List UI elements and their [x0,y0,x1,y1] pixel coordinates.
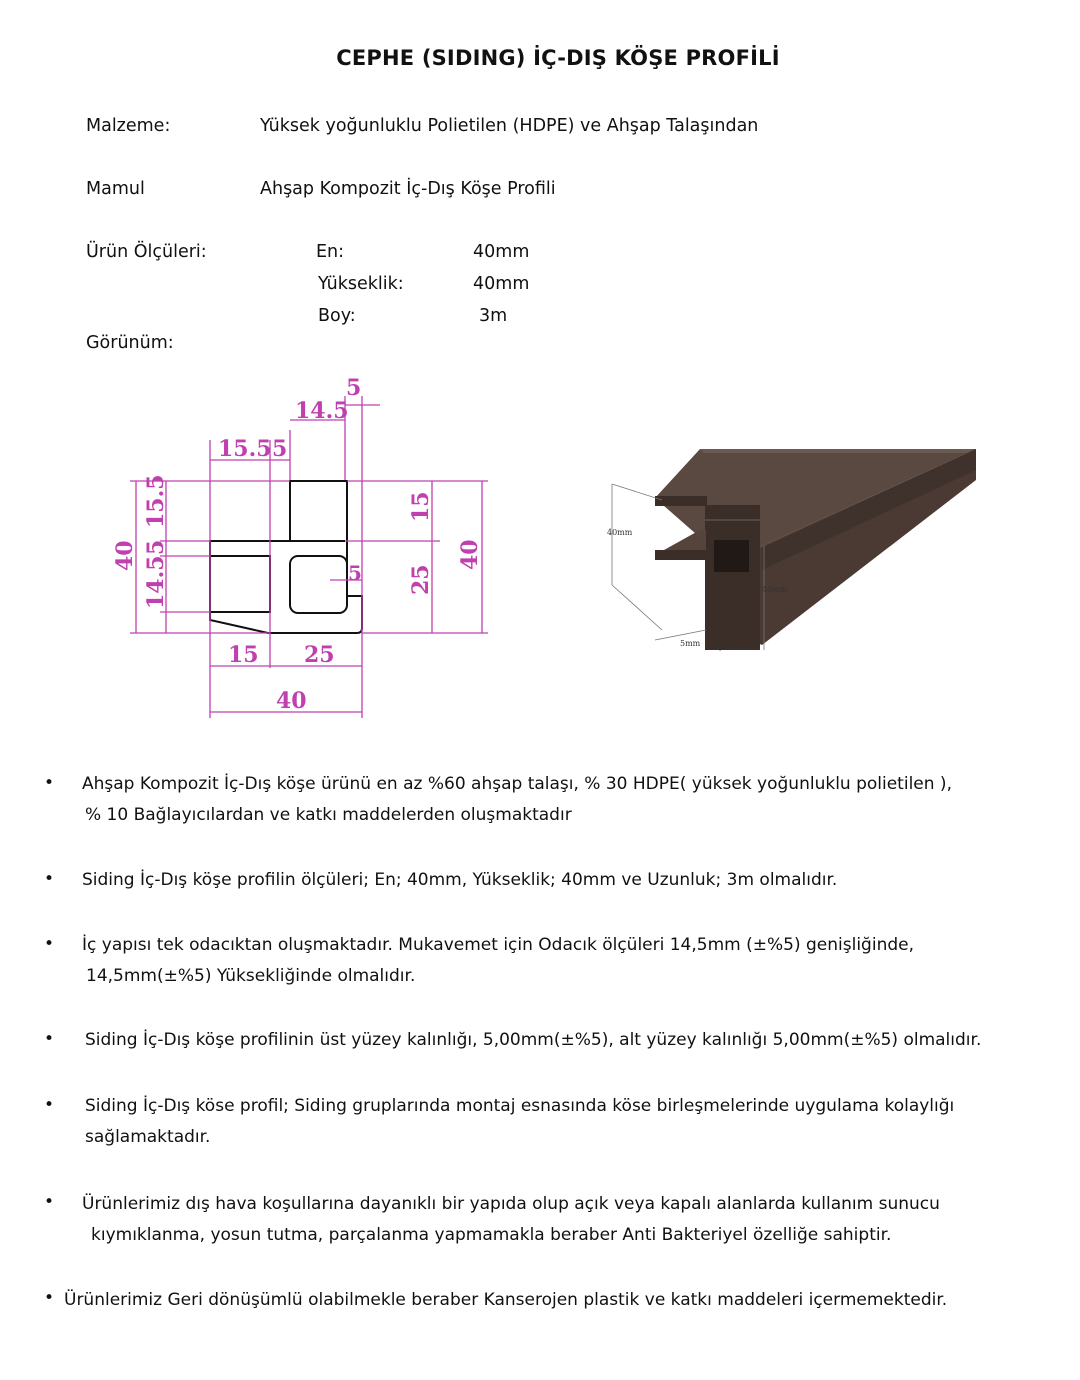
dim-label-left-5: 5 [143,539,169,555]
bullet-marker: • [44,1029,55,1049]
dim-label-top-5: 5 [346,375,362,401]
dim-label-left-40: 40 [112,540,138,571]
list-item-line: sağlamaktadır. [85,1127,211,1147]
page-title: CEPHE (SIDING) İÇ-DIŞ KÖŞE PROFİLİ [336,46,780,70]
list-item-line: 14,5mm(±%5) Yüksekliğinde olmalıdır. [86,966,416,986]
dim-label-bottom-40: 40 [276,688,307,714]
product-label: Mamul [86,179,145,199]
dim-label-bottom-25: 25 [304,642,335,668]
material-value: Yüksek yoğunluklu Polietilen (HDPE) ve Ahşap Talaşından [260,116,759,136]
bullet-marker: • [44,1288,55,1308]
dim-label-inner-5: 5 [348,561,362,585]
product-photo [600,445,980,655]
list-item [82,769,952,831]
bullet-marker: • [44,934,55,954]
profile-chamber [290,556,347,613]
list-item-line: Siding İç-Dış köse profil; Siding gruplarında montaj esnasında köse birleşmelerinde uygulama kolaylığı [85,1096,955,1116]
photo-label-bottom-a: 5mm [680,639,701,648]
list-item-line: Siding İç-Dış köşe profilin ölçüleri; En; 40mm, Yükseklik; 40mm ve Uzunluk; 3m olmalıdır. [82,870,838,890]
list-item-line: Ürünlerimiz dış hava koşullarına dayanıklı bir yapıda olup açık veya kapalı alanlarda kullanım sunucu [82,1194,940,1214]
dim-label-mid-5: 5 [272,436,288,462]
photo-label-top: 40mm [722,507,748,516]
list-item-line: % 10 Bağlayıcılardan ve katkı maddelerden oluşmaktadır [85,805,572,825]
dim-label-right-40: 40 [457,539,483,570]
list-item-line: kıymıklanma, yosun tutma, parçalanma yapmamakla beraber Anti Bakteriyel özelliğe sahiptir. [91,1225,892,1245]
dim-label-top-14-5: 14.5 [295,398,349,424]
profile-end-face [705,505,760,650]
list-item-line: Ahşap Kompozit İç-Dış köşe ürünü en az %60 ahşap talaşı, % 30 HDPE( yüksek yoğunluklu polietilen ), [82,774,952,794]
dimensions-label: Ürün Ölçüleri: [86,242,207,262]
list-item [64,1285,947,1316]
bullet-marker: • [44,1095,55,1115]
dim-name-height: Yükseklik: [318,274,404,294]
material-label: Malzeme: [86,116,171,136]
list-item [85,1025,981,1056]
list-item-line: Ürünlerimiz Geri dönüşümlü olabilmekle beraber Kanserojen plastik ve katkı maddeleri içermemektedir. [64,1290,948,1310]
photo-label-right: 40mm [762,585,788,594]
dim-label-top-15-5: 15.5 [218,436,272,462]
dim-label-bottom-15: 15 [228,642,259,668]
product-value: Ahşap Kompozit İç-Dış Köşe Profili [260,179,556,199]
list-item-line: Siding İç-Dış köşe profilinin üst yüzey kalınlığı, 5,00mm(±%5), alt yüzey kalınlığı 5,00mm(±%5) olmalıdır. [85,1030,982,1050]
dim-value-length: 3m [479,306,508,326]
list-item [82,930,914,992]
dim-name-length: Boy: [318,306,356,326]
photo-label-left: 40mm [607,528,633,537]
list-item-line: İç yapısı tek odacıktan oluşmaktadır. Mukavemet için Odacık ölçüleri 14,5mm (±%5) genişliğinde, [82,935,914,955]
profile-chamber-hole [714,540,749,572]
dim-value-height: 40mm [473,274,530,294]
bullet-marker: • [44,1192,55,1212]
dim-label-right-25: 25 [408,564,434,595]
list-item [82,865,837,896]
bullet-marker: • [44,773,55,793]
dim-value-width: 40mm [473,242,530,262]
dim-label-right-15: 15 [408,491,434,522]
bullet-marker: • [44,869,55,889]
dim-label-left-15-5: 15.5 [143,474,169,528]
view-label: Görünüm: [86,333,174,353]
list-item [82,1189,940,1251]
dim-name-width: En: [316,242,345,262]
profile-inner-step [210,556,270,612]
dim-label-left-14-5: 14.5 [143,555,169,609]
technical-drawing [100,375,500,725]
list-item [85,1091,954,1153]
photo-label-bottom-b: 14,5mm [709,643,742,652]
